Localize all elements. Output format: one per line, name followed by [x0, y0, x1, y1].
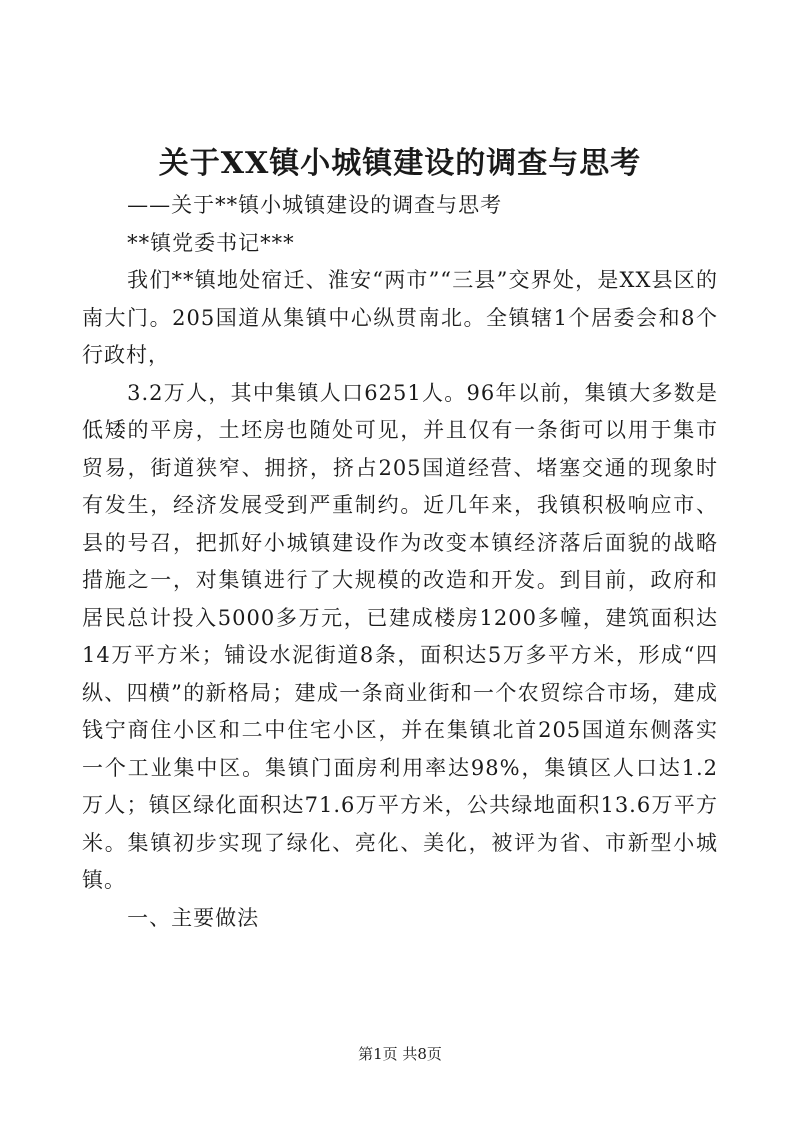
section-heading: 一、主要做法	[127, 905, 260, 930]
page-number: 第1页 共8页	[358, 1045, 442, 1063]
subtitle: ——关于**镇小城镇建设的调查与思考	[127, 193, 503, 217]
paragraph-2: 3.2万人，其中集镇人口6251人。96年以前，集镇大多数是低矮的平房，土坯房也随处可见，并且仅有一条街可以用于集市贸易，街道狭窄、拥挤，挤占205国道经营、堵塞交通的现象时有发生，经济发展受到严重制约。近几年来，我镇积极响应市、县的号召，把抓好小城镇建设作为改变本镇经济落后面貌的战略措施之一，对集镇进行了大规模的改造和开发。到目前，政府和居民总计投入5000多万元，已建成楼房1200多幢，建筑面积达14万平方米；铺设水泥街道8条，面积达5万多平方米，形成“四纵、四横”的新格局；建成一条商业街和一个农贸综合市场，建成钱宁商住小区和二中住宅小区，并在集镇北首205国道东侧落实一个工业集中区。集镇门面房利用率达98%，集镇区人口达1.2万人；镇区绿化面积达71.6万平方米，公共绿地面积13.6万平方米。集镇初步实现了绿化、亮化、美化，被评为省、市新型小城镇。	[82, 380, 718, 892]
document-title: 关于XX镇小城镇建设的调查与思考	[158, 146, 642, 181]
author-line: **镇党委书记***	[127, 230, 295, 255]
paragraph-1: 我们**镇地处宿迁、淮安“两市”“三县”交界处，是XX县区的南大门。205国道从集镇中心纵贯南北。全镇辖1个居委会和8个行政村，	[82, 268, 718, 367]
document-body	[82, 187, 718, 937]
